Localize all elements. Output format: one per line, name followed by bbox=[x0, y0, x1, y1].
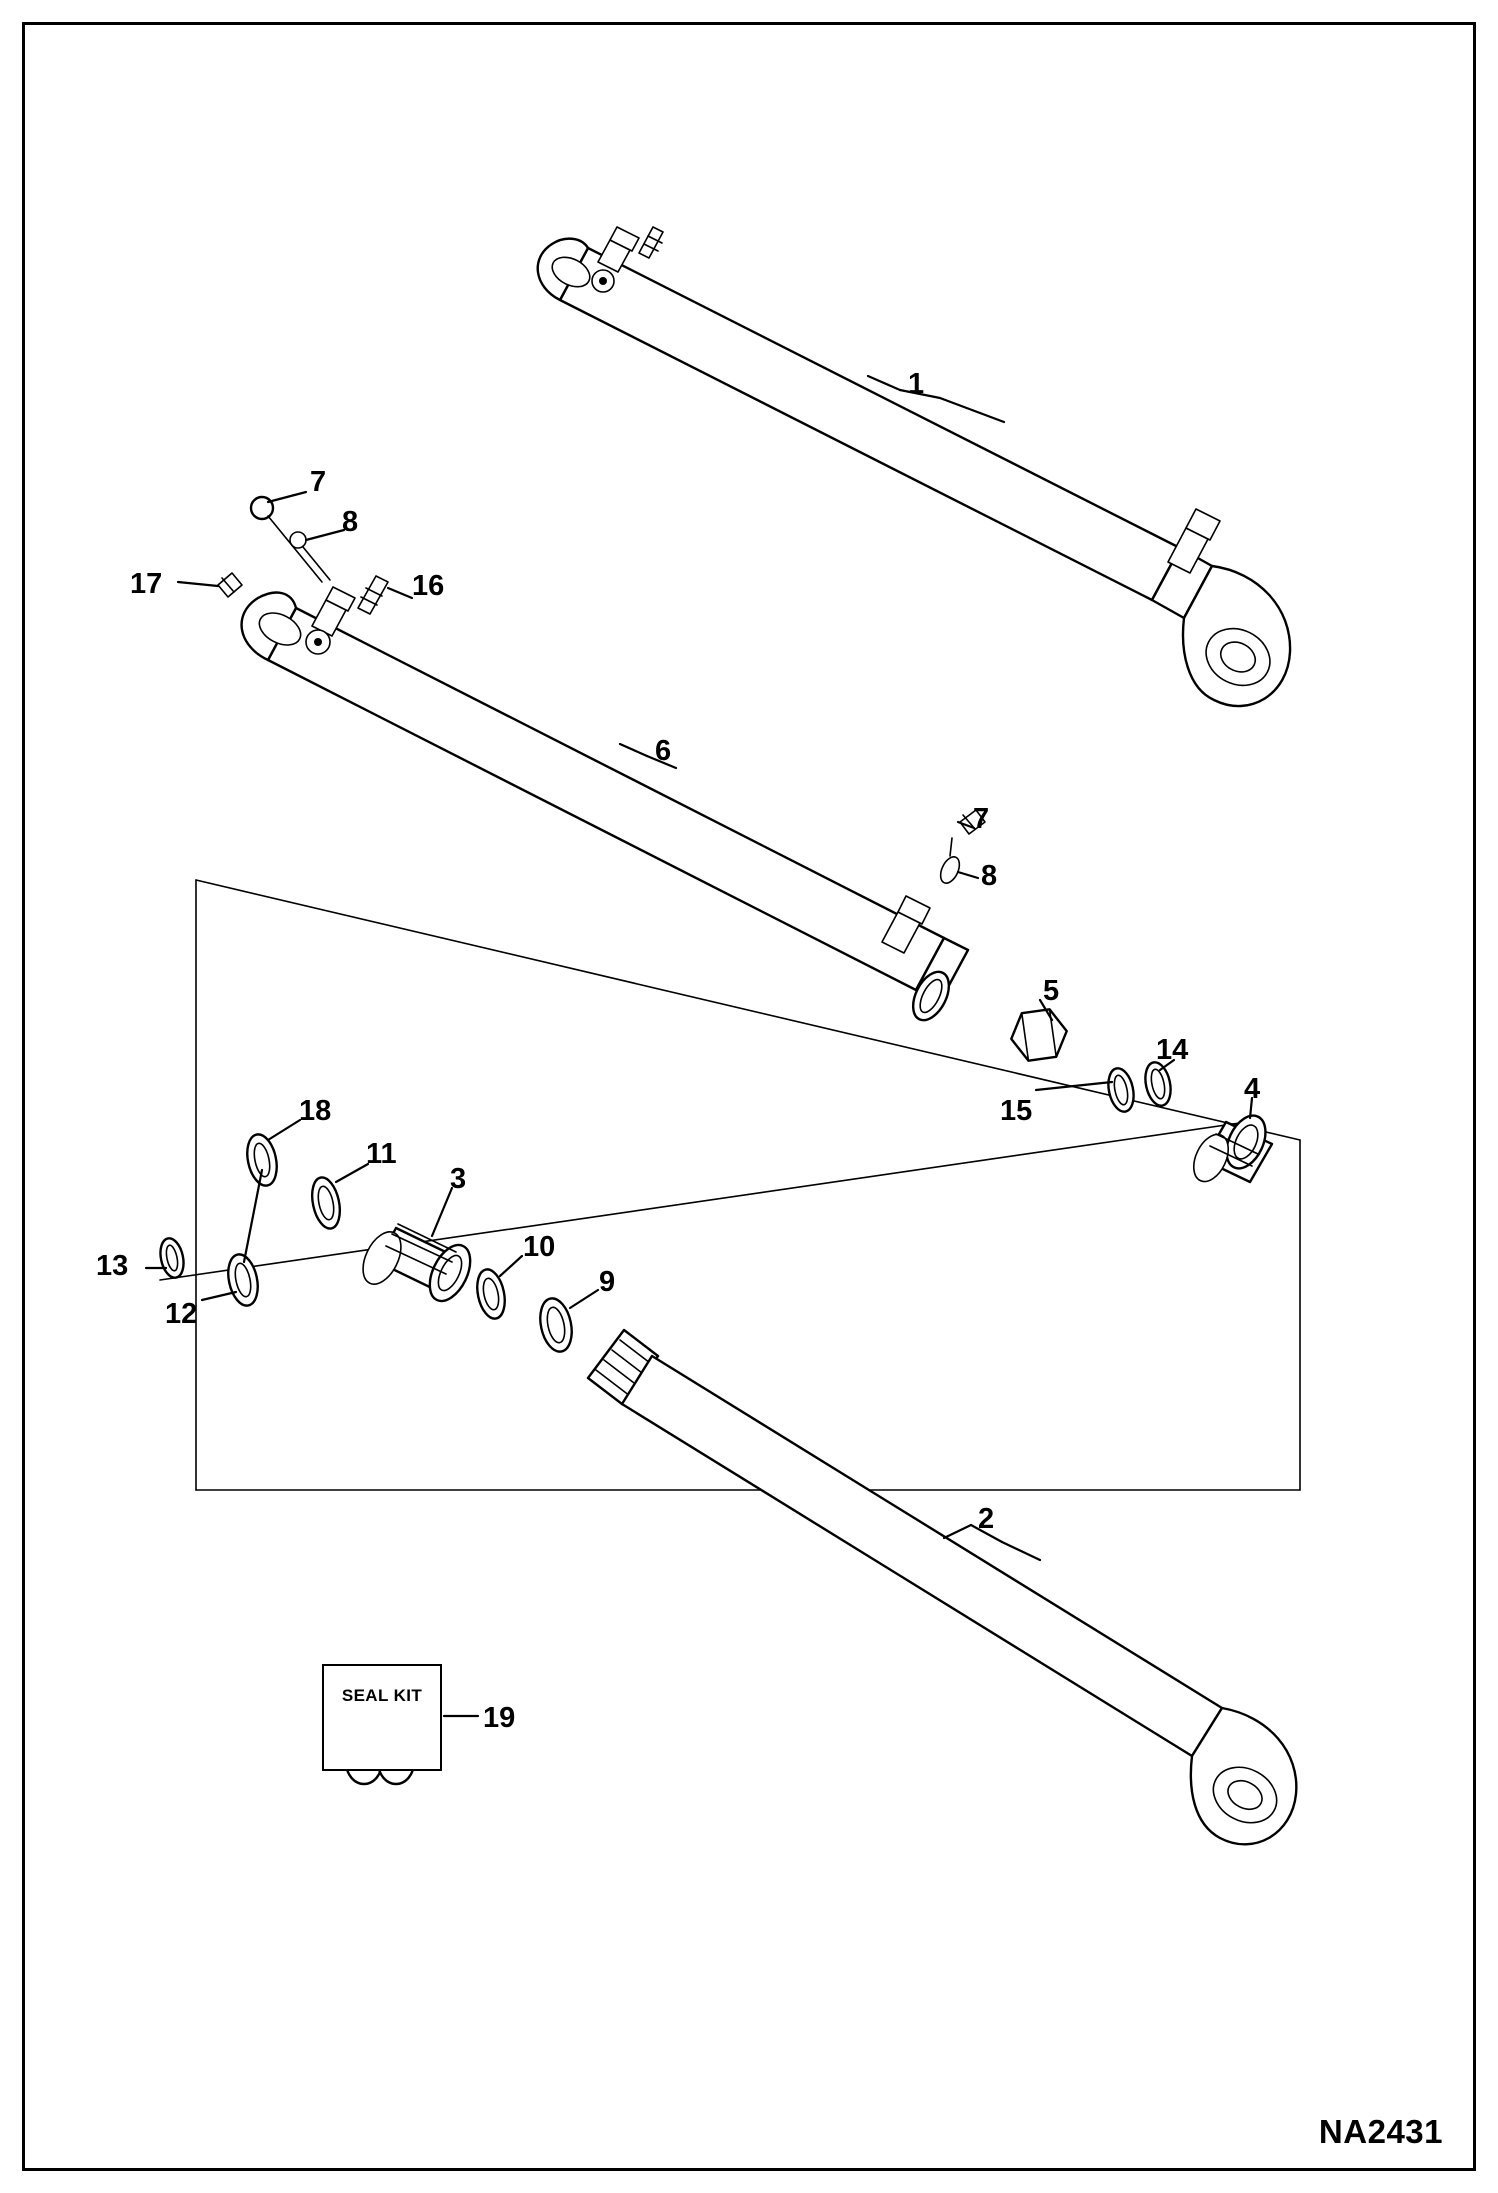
callout-leaders bbox=[146, 398, 1252, 1716]
part-backup-ring-18 bbox=[243, 1132, 281, 1189]
seal-kit-box bbox=[322, 1664, 442, 1771]
callout-16: 16 bbox=[412, 570, 445, 602]
callout-3: 3 bbox=[450, 1163, 467, 1195]
cylinder-assembly-1 bbox=[538, 227, 1290, 706]
callout-8-lower: 8 bbox=[981, 860, 998, 892]
cylinder-barrel-6 bbox=[218, 497, 985, 1026]
callout-2: 2 bbox=[978, 1503, 995, 1535]
part-oring-13 bbox=[157, 1236, 187, 1280]
part-gland-4 bbox=[1187, 1109, 1273, 1187]
callout-7-lower: 7 bbox=[973, 803, 990, 835]
drawing-code: NA2431 bbox=[1318, 2113, 1443, 2150]
piston-rod-2 bbox=[588, 1330, 1296, 1844]
callout-6: 6 bbox=[655, 735, 672, 767]
callout-10: 10 bbox=[523, 1231, 556, 1263]
part-oring-15 bbox=[1105, 1066, 1138, 1114]
exploded-projection-lines bbox=[196, 880, 1300, 1490]
part-seal-9 bbox=[536, 1295, 577, 1354]
part-nut-5 bbox=[1008, 1007, 1070, 1062]
callout-15: 15 bbox=[1000, 1095, 1033, 1127]
callout-4: 4 bbox=[1244, 1073, 1261, 1105]
part-wear-ring-10 bbox=[473, 1267, 509, 1321]
seal-kit-label: SEAL KIT bbox=[341, 1686, 423, 1705]
part-ring-11 bbox=[308, 1175, 344, 1231]
callout-8-upper: 8 bbox=[342, 506, 359, 538]
callout-5: 5 bbox=[1043, 975, 1060, 1007]
callout-11: 11 bbox=[366, 1138, 397, 1170]
callout-7-upper: 7 bbox=[310, 466, 327, 498]
exploded-parts-row bbox=[157, 1007, 1273, 1354]
part-oring-12 bbox=[224, 1252, 262, 1309]
callout-17: 17 bbox=[130, 568, 163, 600]
callout-13: 13 bbox=[96, 1250, 129, 1282]
callout-19: 19 bbox=[483, 1702, 516, 1734]
callout-1: 1 bbox=[908, 368, 925, 400]
callout-18: 18 bbox=[299, 1095, 332, 1127]
callout-9: 9 bbox=[599, 1266, 616, 1298]
callout-12: 12 bbox=[165, 1298, 198, 1330]
part-oring-14 bbox=[1142, 1060, 1175, 1108]
callout-14: 14 bbox=[1156, 1034, 1189, 1066]
